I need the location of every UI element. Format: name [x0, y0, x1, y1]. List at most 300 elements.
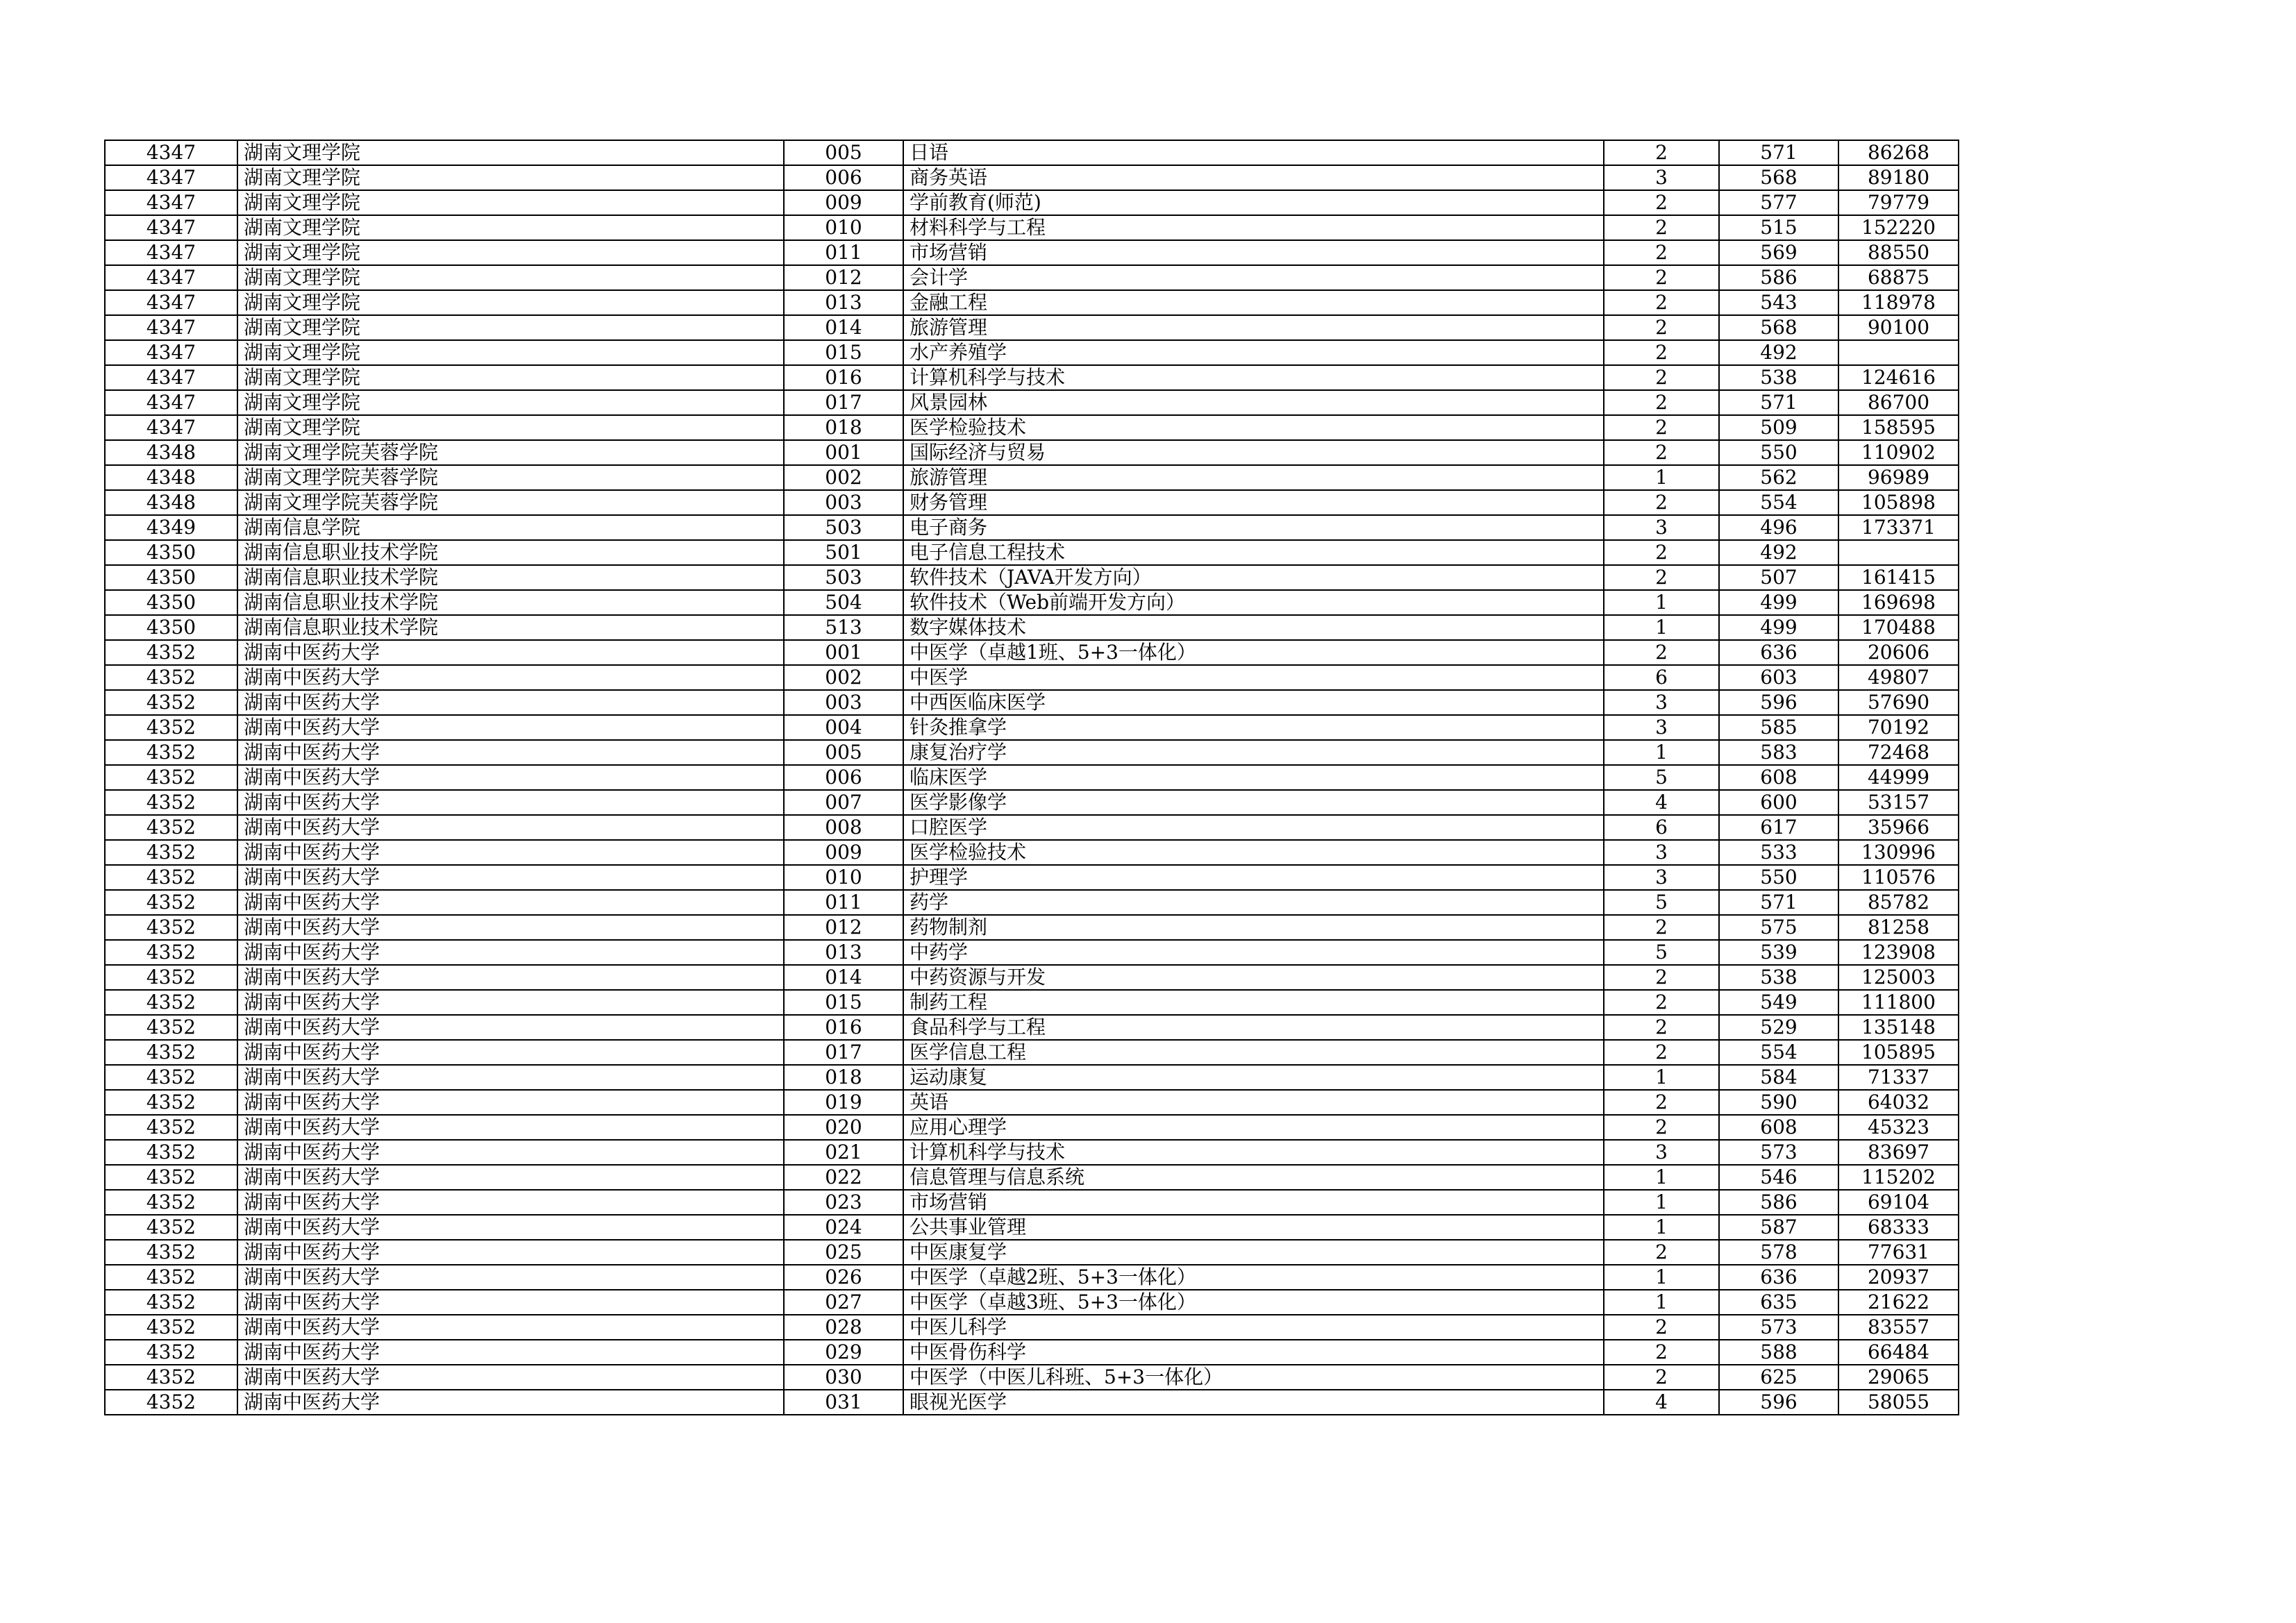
- school-code-cell: 4352: [105, 865, 237, 890]
- min-rank-cell: 68333: [1838, 1215, 1959, 1240]
- school-code-cell: 4352: [105, 1290, 237, 1315]
- school-name-cell: 湖南中医药大学: [237, 990, 784, 1015]
- min-rank-cell: 79779: [1838, 190, 1959, 215]
- min-score-cell: 571: [1719, 890, 1838, 915]
- school-code-cell: 4352: [105, 1165, 237, 1190]
- min-rank-cell: 69104: [1838, 1190, 1959, 1215]
- min-score-cell: 562: [1719, 465, 1838, 490]
- min-rank-cell: 49807: [1838, 665, 1959, 690]
- min-rank-cell: 123908: [1838, 940, 1959, 965]
- min-score-cell: 496: [1719, 515, 1838, 540]
- major-name-cell: 针灸推拿学: [903, 715, 1604, 740]
- plan-count-cell: 2: [1604, 265, 1719, 290]
- plan-count-cell: 2: [1604, 240, 1719, 265]
- min-rank-cell: 44999: [1838, 765, 1959, 790]
- school-name-cell: 湖南文理学院: [237, 240, 784, 265]
- school-code-cell: 4352: [105, 915, 237, 940]
- school-code-cell: 4352: [105, 790, 237, 815]
- major-name-cell: 医学信息工程: [903, 1040, 1604, 1065]
- min-rank-cell: 90100: [1838, 315, 1959, 340]
- min-score-cell: 499: [1719, 615, 1838, 640]
- min-rank-cell: 161415: [1838, 565, 1959, 590]
- major-name-cell: 中医学（卓越3班、5+3一体化）: [903, 1290, 1604, 1315]
- school-code-cell: 4347: [105, 265, 237, 290]
- major-code-cell: 005: [784, 140, 903, 165]
- school-code-cell: 4350: [105, 540, 237, 565]
- min-score-cell: 492: [1719, 340, 1838, 365]
- major-code-cell: 513: [784, 615, 903, 640]
- major-code-cell: 016: [784, 1015, 903, 1040]
- min-score-cell: 636: [1719, 1265, 1838, 1290]
- school-name-cell: 湖南中医药大学: [237, 665, 784, 690]
- table-row: [105, 440, 1959, 465]
- min-score-cell: 571: [1719, 390, 1838, 415]
- school-code-cell: 4352: [105, 1265, 237, 1290]
- plan-count-cell: 2: [1604, 640, 1719, 665]
- min-score-cell: 608: [1719, 1115, 1838, 1140]
- major-name-cell: 医学检验技术: [903, 840, 1604, 865]
- school-code-cell: 4352: [105, 690, 237, 715]
- min-rank-cell: 83557: [1838, 1315, 1959, 1340]
- major-name-cell: 会计学: [903, 265, 1604, 290]
- plan-count-cell: 2: [1604, 540, 1719, 565]
- major-name-cell: 电子商务: [903, 515, 1604, 540]
- major-code-cell: 002: [784, 665, 903, 690]
- plan-count-cell: 1: [1604, 1065, 1719, 1090]
- major-name-cell: 水产养殖学: [903, 340, 1604, 365]
- min-rank-cell: 57690: [1838, 690, 1959, 715]
- min-rank-cell: 110902: [1838, 440, 1959, 465]
- table-body: [105, 140, 1959, 1415]
- major-name-cell: 风景园林: [903, 390, 1604, 415]
- major-code-cell: 018: [784, 1065, 903, 1090]
- plan-count-cell: 2: [1604, 565, 1719, 590]
- school-name-cell: 湖南中医药大学: [237, 715, 784, 740]
- min-score-cell: 596: [1719, 690, 1838, 715]
- school-name-cell: 湖南中医药大学: [237, 1165, 784, 1190]
- table-row: [105, 965, 1959, 990]
- school-name-cell: 湖南中医药大学: [237, 1040, 784, 1065]
- min-score-cell: 636: [1719, 640, 1838, 665]
- school-code-cell: 4347: [105, 365, 237, 390]
- major-code-cell: 023: [784, 1190, 903, 1215]
- min-score-cell: 587: [1719, 1215, 1838, 1240]
- plan-count-cell: 3: [1604, 715, 1719, 740]
- major-name-cell: 康复治疗学: [903, 740, 1604, 765]
- plan-count-cell: 1: [1604, 1165, 1719, 1190]
- min-score-cell: 569: [1719, 240, 1838, 265]
- school-name-cell: 湖南文理学院: [237, 190, 784, 215]
- school-name-cell: 湖南中医药大学: [237, 915, 784, 940]
- school-name-cell: 湖南信息职业技术学院: [237, 590, 784, 615]
- major-code-cell: 007: [784, 790, 903, 815]
- school-code-cell: 4352: [105, 665, 237, 690]
- major-name-cell: 材料科学与工程: [903, 215, 1604, 240]
- major-code-cell: 001: [784, 640, 903, 665]
- major-name-cell: 药学: [903, 890, 1604, 915]
- major-code-cell: 005: [784, 740, 903, 765]
- school-name-cell: 湖南中医药大学: [237, 1340, 784, 1365]
- table-row: [105, 1265, 1959, 1290]
- min-rank-cell: 21622: [1838, 1290, 1959, 1315]
- major-name-cell: 学前教育(师范): [903, 190, 1604, 215]
- min-score-cell: 590: [1719, 1090, 1838, 1115]
- min-rank-cell: 81258: [1838, 915, 1959, 940]
- table-row: [105, 1240, 1959, 1265]
- min-score-cell: 507: [1719, 565, 1838, 590]
- table-row: [105, 1190, 1959, 1215]
- table-row: [105, 590, 1959, 615]
- table-row: [105, 540, 1959, 565]
- min-rank-cell: [1838, 340, 1959, 365]
- min-rank-cell: 96989: [1838, 465, 1959, 490]
- major-code-cell: 003: [784, 690, 903, 715]
- min-rank-cell: 158595: [1838, 415, 1959, 440]
- major-name-cell: 药物制剂: [903, 915, 1604, 940]
- plan-count-cell: 3: [1604, 865, 1719, 890]
- school-name-cell: 湖南中医药大学: [237, 865, 784, 890]
- school-code-cell: 4352: [105, 890, 237, 915]
- major-code-cell: 008: [784, 815, 903, 840]
- major-name-cell: 旅游管理: [903, 315, 1604, 340]
- plan-count-cell: 2: [1604, 365, 1719, 390]
- major-name-cell: 运动康复: [903, 1065, 1604, 1090]
- major-code-cell: 030: [784, 1365, 903, 1390]
- min-rank-cell: 110576: [1838, 865, 1959, 890]
- min-score-cell: 577: [1719, 190, 1838, 215]
- table-row: [105, 240, 1959, 265]
- school-name-cell: 湖南中医药大学: [237, 1315, 784, 1340]
- table-row: [105, 1390, 1959, 1415]
- school-code-cell: 4347: [105, 140, 237, 165]
- school-name-cell: 湖南文理学院: [237, 340, 784, 365]
- school-name-cell: 湖南中医药大学: [237, 1140, 784, 1165]
- major-name-cell: 中医学: [903, 665, 1604, 690]
- major-name-cell: 医学影像学: [903, 790, 1604, 815]
- min-rank-cell: [1838, 540, 1959, 565]
- min-rank-cell: 71337: [1838, 1065, 1959, 1090]
- min-score-cell: 588: [1719, 1340, 1838, 1365]
- min-score-cell: 603: [1719, 665, 1838, 690]
- school-code-cell: 4347: [105, 390, 237, 415]
- school-code-cell: 4352: [105, 1240, 237, 1265]
- min-rank-cell: 111800: [1838, 990, 1959, 1015]
- plan-count-cell: 6: [1604, 815, 1719, 840]
- plan-count-cell: 2: [1604, 990, 1719, 1015]
- school-code-cell: 4352: [105, 640, 237, 665]
- min-rank-cell: 170488: [1838, 615, 1959, 640]
- table-row: [105, 1040, 1959, 1065]
- plan-count-cell: 5: [1604, 890, 1719, 915]
- school-name-cell: 湖南中医药大学: [237, 790, 784, 815]
- min-rank-cell: 86268: [1838, 140, 1959, 165]
- major-code-cell: 019: [784, 1090, 903, 1115]
- school-code-cell: 4352: [105, 765, 237, 790]
- major-name-cell: 旅游管理: [903, 465, 1604, 490]
- plan-count-cell: 2: [1604, 490, 1719, 515]
- major-name-cell: 电子信息工程技术: [903, 540, 1604, 565]
- major-code-cell: 004: [784, 715, 903, 740]
- major-code-cell: 001: [784, 440, 903, 465]
- min-rank-cell: 105898: [1838, 490, 1959, 515]
- table-row: [105, 190, 1959, 215]
- school-code-cell: 4348: [105, 490, 237, 515]
- table-row: [105, 1115, 1959, 1140]
- major-name-cell: 信息管理与信息系统: [903, 1165, 1604, 1190]
- min-rank-cell: 77631: [1838, 1240, 1959, 1265]
- school-name-cell: 湖南文理学院: [237, 415, 784, 440]
- school-code-cell: 4352: [105, 1065, 237, 1090]
- school-name-cell: 湖南中医药大学: [237, 1015, 784, 1040]
- school-code-cell: 4350: [105, 590, 237, 615]
- min-score-cell: 554: [1719, 490, 1838, 515]
- table-row: [105, 365, 1959, 390]
- school-code-cell: 4352: [105, 1365, 237, 1390]
- major-code-cell: 011: [784, 890, 903, 915]
- school-code-cell: 4352: [105, 1340, 237, 1365]
- min-rank-cell: 89180: [1838, 165, 1959, 190]
- min-rank-cell: 45323: [1838, 1115, 1959, 1140]
- school-name-cell: 湖南中医药大学: [237, 740, 784, 765]
- major-code-cell: 006: [784, 765, 903, 790]
- table-row: [105, 1165, 1959, 1190]
- school-code-cell: 4352: [105, 1140, 237, 1165]
- major-code-cell: 017: [784, 390, 903, 415]
- table-row: [105, 165, 1959, 190]
- school-name-cell: 湖南中医药大学: [237, 890, 784, 915]
- plan-count-cell: 2: [1604, 440, 1719, 465]
- table-row: [105, 640, 1959, 665]
- plan-count-cell: 6: [1604, 665, 1719, 690]
- school-code-cell: 4352: [105, 990, 237, 1015]
- plan-count-cell: 2: [1604, 965, 1719, 990]
- min-rank-cell: 20937: [1838, 1265, 1959, 1290]
- plan-count-cell: 3: [1604, 1140, 1719, 1165]
- table-row: [105, 215, 1959, 240]
- min-score-cell: 571: [1719, 140, 1838, 165]
- table-row: [105, 340, 1959, 365]
- plan-count-cell: 2: [1604, 1115, 1719, 1140]
- min-score-cell: 533: [1719, 840, 1838, 865]
- min-rank-cell: 29065: [1838, 1365, 1959, 1390]
- major-code-cell: 013: [784, 290, 903, 315]
- plan-count-cell: 5: [1604, 940, 1719, 965]
- school-name-cell: 湖南信息职业技术学院: [237, 565, 784, 590]
- major-code-cell: 015: [784, 990, 903, 1015]
- school-code-cell: 4352: [105, 940, 237, 965]
- plan-count-cell: 3: [1604, 690, 1719, 715]
- school-name-cell: 湖南中医药大学: [237, 1390, 784, 1415]
- plan-count-cell: 1: [1604, 590, 1719, 615]
- plan-count-cell: 1: [1604, 615, 1719, 640]
- school-name-cell: 湖南文理学院: [237, 290, 784, 315]
- table-row: [105, 840, 1959, 865]
- min-score-cell: 568: [1719, 315, 1838, 340]
- plan-count-cell: 3: [1604, 165, 1719, 190]
- min-score-cell: 635: [1719, 1290, 1838, 1315]
- major-name-cell: 公共事业管理: [903, 1215, 1604, 1240]
- plan-count-cell: 4: [1604, 790, 1719, 815]
- major-code-cell: 013: [784, 940, 903, 965]
- school-code-cell: 4348: [105, 440, 237, 465]
- major-code-cell: 026: [784, 1265, 903, 1290]
- major-code-cell: 009: [784, 840, 903, 865]
- major-name-cell: 医学检验技术: [903, 415, 1604, 440]
- school-name-cell: 湖南文理学院: [237, 165, 784, 190]
- min-score-cell: 625: [1719, 1365, 1838, 1390]
- school-code-cell: 4352: [105, 965, 237, 990]
- major-name-cell: 中医康复学: [903, 1240, 1604, 1265]
- school-name-cell: 湖南中医药大学: [237, 1115, 784, 1140]
- table-row: [105, 665, 1959, 690]
- school-code-cell: 4348: [105, 465, 237, 490]
- major-name-cell: 金融工程: [903, 290, 1604, 315]
- school-code-cell: 4349: [105, 515, 237, 540]
- min-rank-cell: 20606: [1838, 640, 1959, 665]
- min-rank-cell: 86700: [1838, 390, 1959, 415]
- min-rank-cell: 66484: [1838, 1340, 1959, 1365]
- table-row: [105, 865, 1959, 890]
- min-rank-cell: 64032: [1838, 1090, 1959, 1115]
- major-code-cell: 022: [784, 1165, 903, 1190]
- table-row: [105, 1015, 1959, 1040]
- table-row: [105, 740, 1959, 765]
- major-code-cell: 503: [784, 565, 903, 590]
- school-name-cell: 湖南中医药大学: [237, 815, 784, 840]
- school-name-cell: 湖南文理学院: [237, 390, 784, 415]
- major-name-cell: 护理学: [903, 865, 1604, 890]
- plan-count-cell: 2: [1604, 1340, 1719, 1365]
- major-code-cell: 006: [784, 165, 903, 190]
- school-name-cell: 湖南中医药大学: [237, 640, 784, 665]
- min-score-cell: 600: [1719, 790, 1838, 815]
- major-code-cell: 002: [784, 465, 903, 490]
- school-name-cell: 湖南文理学院芙蓉学院: [237, 490, 784, 515]
- min-score-cell: 538: [1719, 365, 1838, 390]
- school-code-cell: 4352: [105, 1215, 237, 1240]
- major-name-cell: 食品科学与工程: [903, 1015, 1604, 1040]
- min-rank-cell: 88550: [1838, 240, 1959, 265]
- school-name-cell: 湖南信息职业技术学院: [237, 615, 784, 640]
- table-row: [105, 940, 1959, 965]
- table-row: [105, 765, 1959, 790]
- table-row: [105, 715, 1959, 740]
- major-code-cell: 014: [784, 315, 903, 340]
- school-name-cell: 湖南中医药大学: [237, 690, 784, 715]
- school-name-cell: 湖南中医药大学: [237, 1190, 784, 1215]
- min-rank-cell: 173371: [1838, 515, 1959, 540]
- major-code-cell: 018: [784, 415, 903, 440]
- table-row: [105, 1290, 1959, 1315]
- major-name-cell: 口腔医学: [903, 815, 1604, 840]
- min-score-cell: 529: [1719, 1015, 1838, 1040]
- major-code-cell: 010: [784, 865, 903, 890]
- major-code-cell: 009: [784, 190, 903, 215]
- min-score-cell: 617: [1719, 815, 1838, 840]
- table-row: [105, 915, 1959, 940]
- major-code-cell: 024: [784, 1215, 903, 1240]
- major-name-cell: 中医儿科学: [903, 1315, 1604, 1340]
- school-name-cell: 湖南中医药大学: [237, 1215, 784, 1240]
- min-score-cell: 543: [1719, 290, 1838, 315]
- school-name-cell: 湖南文理学院: [237, 365, 784, 390]
- school-code-cell: 4350: [105, 615, 237, 640]
- table-row: [105, 790, 1959, 815]
- min-rank-cell: 70192: [1838, 715, 1959, 740]
- school-name-cell: 湖南中医药大学: [237, 1265, 784, 1290]
- min-score-cell: 546: [1719, 1165, 1838, 1190]
- plan-count-cell: 4: [1604, 1390, 1719, 1415]
- major-code-cell: 028: [784, 1315, 903, 1340]
- min-rank-cell: 169698: [1838, 590, 1959, 615]
- min-rank-cell: 135148: [1838, 1015, 1959, 1040]
- major-name-cell: 中医学（卓越1班、5+3一体化）: [903, 640, 1604, 665]
- plan-count-cell: 1: [1604, 465, 1719, 490]
- major-code-cell: 029: [784, 1340, 903, 1365]
- school-name-cell: 湖南信息职业技术学院: [237, 540, 784, 565]
- min-score-cell: 578: [1719, 1240, 1838, 1265]
- school-name-cell: 湖南文理学院: [237, 215, 784, 240]
- major-code-cell: 031: [784, 1390, 903, 1415]
- school-code-cell: 4347: [105, 240, 237, 265]
- plan-count-cell: 3: [1604, 840, 1719, 865]
- major-name-cell: 中医学（中医儿科班、5+3一体化）: [903, 1365, 1604, 1390]
- school-code-cell: 4347: [105, 215, 237, 240]
- plan-count-cell: 2: [1604, 390, 1719, 415]
- table-row: [105, 415, 1959, 440]
- plan-count-cell: 2: [1604, 315, 1719, 340]
- school-name-cell: 湖南文理学院芙蓉学院: [237, 440, 784, 465]
- table-row: [105, 1090, 1959, 1115]
- min-score-cell: 550: [1719, 865, 1838, 890]
- min-rank-cell: 115202: [1838, 1165, 1959, 1190]
- table-row: [105, 565, 1959, 590]
- major-name-cell: 临床医学: [903, 765, 1604, 790]
- school-name-cell: 湖南中医药大学: [237, 1365, 784, 1390]
- min-score-cell: 550: [1719, 440, 1838, 465]
- table-row: [105, 1065, 1959, 1090]
- school-name-cell: 湖南中医药大学: [237, 840, 784, 865]
- school-name-cell: 湖南文理学院芙蓉学院: [237, 465, 784, 490]
- major-code-cell: 027: [784, 1290, 903, 1315]
- min-rank-cell: 58055: [1838, 1390, 1959, 1415]
- major-name-cell: 中医学（卓越2班、5+3一体化）: [903, 1265, 1604, 1290]
- plan-count-cell: 2: [1604, 1365, 1719, 1390]
- table-row: [105, 1365, 1959, 1390]
- plan-count-cell: 1: [1604, 1265, 1719, 1290]
- table-row: [105, 490, 1959, 515]
- major-code-cell: 020: [784, 1115, 903, 1140]
- min-score-cell: 608: [1719, 765, 1838, 790]
- school-code-cell: 4352: [105, 740, 237, 765]
- min-score-cell: 509: [1719, 415, 1838, 440]
- school-code-cell: 4352: [105, 715, 237, 740]
- major-code-cell: 003: [784, 490, 903, 515]
- table-row: [105, 1215, 1959, 1240]
- table-row: [105, 390, 1959, 415]
- plan-count-cell: 2: [1604, 1240, 1719, 1265]
- major-name-cell: 日语: [903, 140, 1604, 165]
- plan-count-cell: 2: [1604, 215, 1719, 240]
- major-name-cell: 中药学: [903, 940, 1604, 965]
- plan-count-cell: 1: [1604, 1190, 1719, 1215]
- min-rank-cell: 72468: [1838, 740, 1959, 765]
- table-row: [105, 890, 1959, 915]
- school-name-cell: 湖南信息学院: [237, 515, 784, 540]
- min-rank-cell: 35966: [1838, 815, 1959, 840]
- major-name-cell: 市场营销: [903, 240, 1604, 265]
- major-name-cell: 应用心理学: [903, 1115, 1604, 1140]
